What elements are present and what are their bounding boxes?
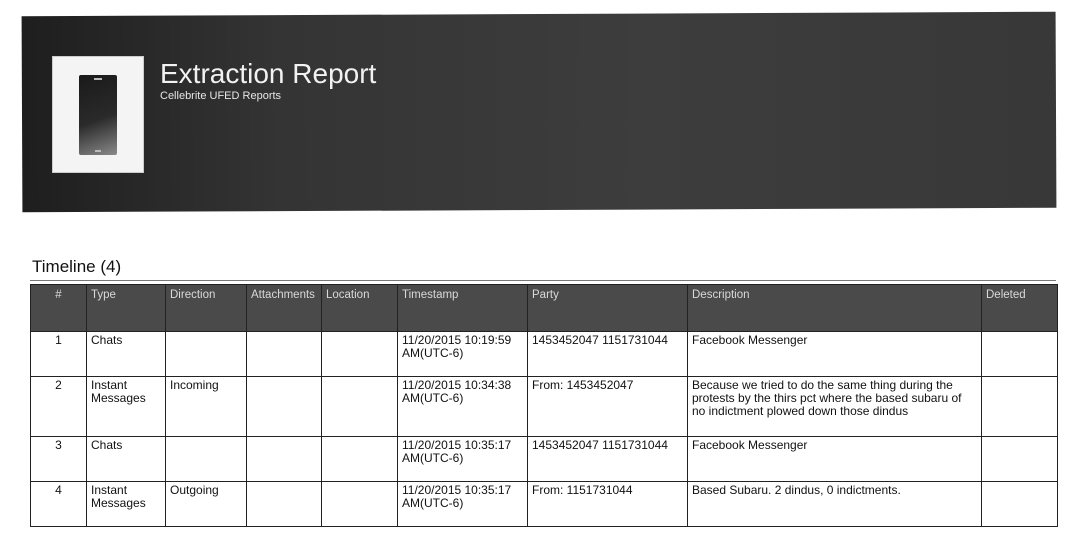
cell-party: From: 1151731044	[528, 482, 688, 527]
cell-description: Because we tried to do the same thing during the protests by the thirs pct where the based subaru of no indictment plowed down those dindus	[688, 377, 982, 437]
timeline-table	[30, 284, 1058, 527]
column-header-party[interactable]: Party	[528, 285, 688, 332]
table-row	[31, 437, 1058, 482]
column-header-location[interactable]: Location	[322, 285, 398, 332]
cell-type: Chats	[87, 332, 166, 377]
column-header-type[interactable]: Type	[87, 285, 166, 332]
cell-number: 1	[31, 332, 87, 377]
cell-direction	[166, 437, 247, 482]
cell-attachments	[247, 332, 322, 377]
column-header-deleted[interactable]: Deleted	[982, 285, 1058, 332]
device-thumbnail	[52, 56, 144, 173]
cell-deleted	[982, 482, 1058, 527]
cell-deleted	[982, 332, 1058, 377]
report-banner	[22, 12, 1057, 213]
cell-deleted	[982, 377, 1058, 437]
cell-attachments	[247, 377, 322, 437]
cell-party: 1453452047 1151731044	[528, 332, 688, 377]
column-header-attachments[interactable]: Attachments	[247, 285, 322, 332]
cell-direction	[166, 332, 247, 377]
phone-speaker	[94, 78, 102, 80]
table-row	[31, 482, 1058, 527]
section-title: Timeline (4)	[32, 257, 122, 276]
cell-description: Facebook Messenger	[688, 437, 982, 482]
report-title: Extraction Report	[160, 58, 377, 89]
cell-direction: Outgoing	[166, 482, 247, 527]
cell-type: Instant Messages	[87, 482, 166, 527]
cell-location	[322, 377, 398, 437]
phone-icon	[79, 75, 117, 155]
column-header-direction[interactable]: Direction	[166, 285, 247, 332]
cell-party: From: 1453452047	[528, 377, 688, 437]
cell-number: 3	[31, 437, 87, 482]
table-row	[31, 332, 1058, 377]
cell-number: 4	[31, 482, 87, 527]
cell-deleted	[982, 437, 1058, 482]
cell-location	[322, 482, 398, 527]
cell-timestamp: 11/20/2015 10:19:59 AM(UTC-6)	[398, 332, 528, 377]
table-row	[31, 377, 1058, 437]
column-header-timestamp[interactable]: Timestamp	[398, 285, 528, 332]
table-header-row	[31, 285, 1058, 332]
cell-attachments	[247, 482, 322, 527]
cell-timestamp: 11/20/2015 10:35:17 AM(UTC-6)	[398, 437, 528, 482]
cell-timestamp: 11/20/2015 10:35:17 AM(UTC-6)	[398, 482, 528, 527]
cell-number: 2	[31, 377, 87, 437]
section-divider	[30, 280, 1056, 281]
cell-type: Instant Messages	[87, 377, 166, 437]
cell-timestamp: 11/20/2015 10:34:38 AM(UTC-6)	[398, 377, 528, 437]
cell-location	[322, 332, 398, 377]
cell-attachments	[247, 437, 322, 482]
cell-description: Based Subaru. 2 dindus, 0 indictments.	[688, 482, 982, 527]
cell-description: Facebook Messenger	[688, 332, 982, 377]
cell-direction: Incoming	[166, 377, 247, 437]
column-header-number[interactable]: #	[31, 285, 87, 332]
report-subtitle: Cellebrite UFED Reports	[160, 90, 282, 102]
cell-location	[322, 437, 398, 482]
cell-party: 1453452047 1151731044	[528, 437, 688, 482]
phone-home-button	[95, 150, 101, 152]
cell-type: Chats	[87, 437, 166, 482]
column-header-description[interactable]: Description	[688, 285, 982, 332]
